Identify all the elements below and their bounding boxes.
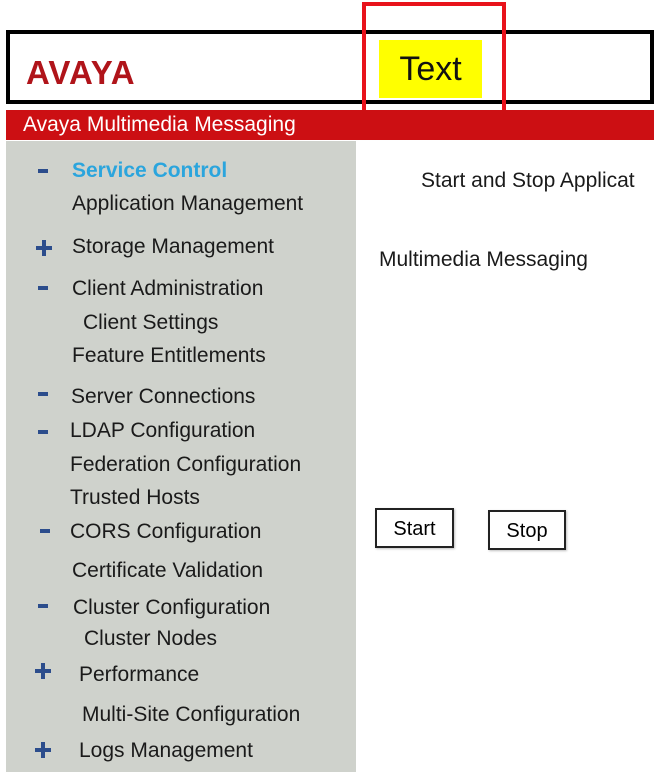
header-bar: [6, 30, 654, 104]
application-name: Multimedia Messaging: [379, 248, 588, 271]
avaya-logo: AVAYA: [26, 54, 136, 91]
sidebar-item-cors-configuration[interactable]: CORS Configuration: [70, 520, 262, 543]
sidebar-item-server-connections[interactable]: Server Connections: [71, 385, 256, 408]
sidebar-item-trusted-hosts[interactable]: Trusted Hosts: [70, 486, 200, 509]
sidebar-item-client-administration[interactable]: Client Administration: [72, 277, 264, 300]
collapse-minus-icon[interactable]: [40, 529, 50, 533]
text-badge: Text: [379, 40, 482, 98]
sidebar-item-application-management[interactable]: Application Management: [72, 192, 304, 215]
sidebar-item-cluster-configuration[interactable]: Cluster Configuration: [73, 596, 271, 619]
sidebar-item-logs-management[interactable]: Logs Management: [79, 739, 253, 762]
sidebar-item-client-settings[interactable]: Client Settings: [83, 311, 219, 334]
sidebar-item-performance[interactable]: Performance: [79, 663, 200, 686]
collapse-minus-icon[interactable]: [38, 286, 48, 290]
collapse-minus-icon[interactable]: [38, 430, 48, 434]
collapse-minus-icon[interactable]: [38, 604, 48, 608]
expand-plus-icon[interactable]: [36, 240, 52, 256]
highlight-frame: [362, 2, 506, 124]
collapse-minus-icon[interactable]: [38, 392, 48, 396]
sidebar-item-federation-configuration[interactable]: Federation Configuration: [70, 453, 302, 476]
start-button[interactable]: Start: [375, 508, 454, 548]
page-title: Start and Stop Applicat: [421, 169, 635, 192]
expand-plus-icon[interactable]: [35, 663, 51, 679]
sidebar-item-multi-site-configuration[interactable]: Multi-Site Configuration: [82, 703, 301, 726]
collapse-minus-icon[interactable]: [38, 169, 48, 173]
sidebar-item-ldap-configuration[interactable]: LDAP Configuration: [70, 419, 256, 442]
app-banner: Avaya Multimedia Messaging: [6, 110, 654, 140]
sidebar-item-cluster-nodes[interactable]: Cluster Nodes: [84, 627, 218, 650]
sidebar-item-storage-management[interactable]: Storage Management: [72, 235, 274, 258]
expand-plus-icon[interactable]: [35, 742, 51, 758]
sidebar-item-certificate-validation[interactable]: Certificate Validation: [72, 559, 264, 582]
sidebar-item-feature-entitlements[interactable]: Feature Entitlements: [72, 344, 266, 367]
stop-button[interactable]: Stop: [488, 510, 566, 550]
sidebar-item-service-control[interactable]: Service Control: [72, 159, 228, 182]
